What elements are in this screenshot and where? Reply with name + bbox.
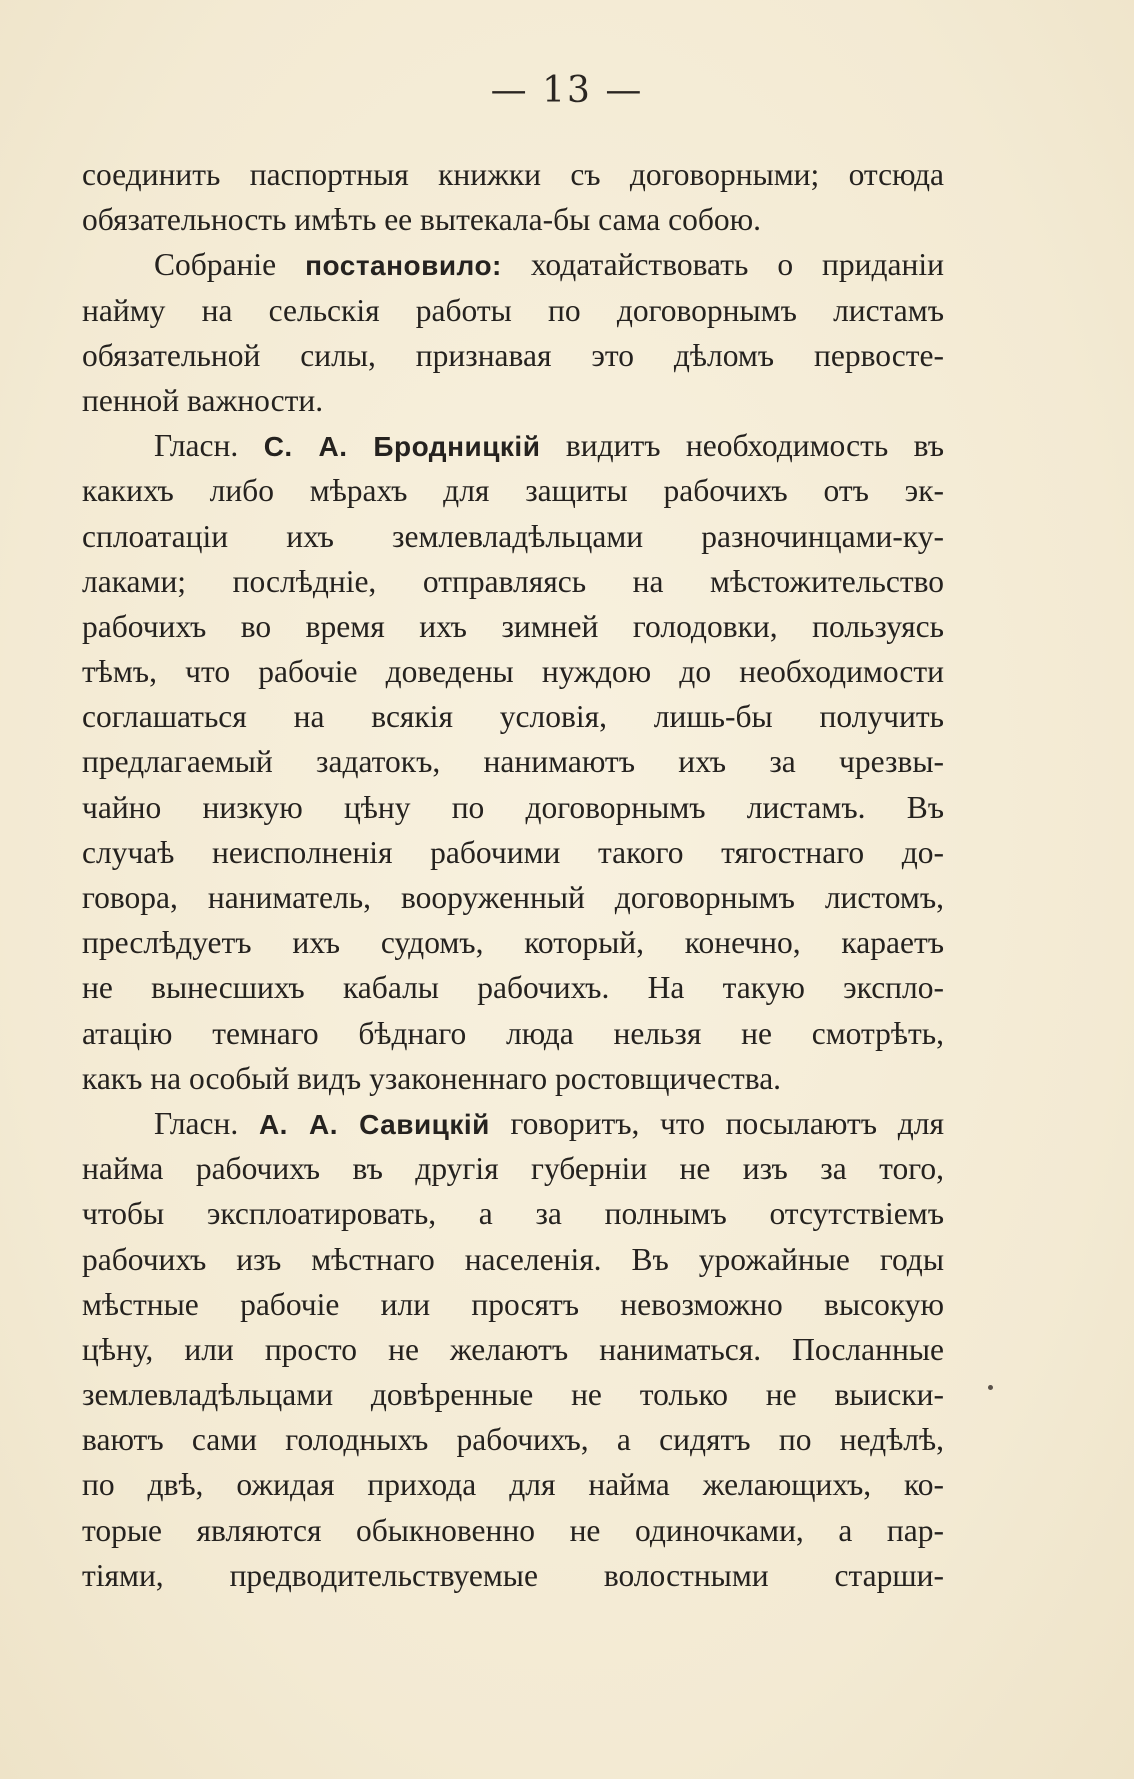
page-number: — 13 — (490, 70, 644, 111)
text-line: какихъ либо мѣрахъ для защиты рабочихъ отъ эк- (82, 473, 944, 509)
text-line: предлагаемый задатокъ, нанимаютъ ихъ за чрезвы- (82, 744, 944, 780)
text-line: чтобы эксплоатировать, а за полнымъ отсутствіемъ (82, 1196, 944, 1232)
text-line: мѣстные рабочіе или просятъ невозможно высокую (82, 1286, 944, 1322)
line-text: Собраніе (154, 247, 306, 283)
text-line: соединить паспортныя книжки съ договорными; отсюда (82, 157, 944, 192)
text-line: атацію темнаго бѣднаго люда нельзя не смотрѣть, (82, 1015, 944, 1051)
text-line: пенной важности. (82, 382, 324, 418)
paragraph-start-line (82, 1101, 944, 1146)
text-line: цѣну, или просто не желаютъ наниматься. Посланные (82, 1331, 944, 1367)
text-line: преслѣдуетъ ихъ судомъ, который, конечно, караетъ (82, 925, 944, 961)
text-line: торые являются обыкновенно не одиночками, а пар- (82, 1512, 944, 1548)
text-line: говора, наниматель, вооруженный договорнымъ листомъ, (82, 880, 944, 915)
text-line: обязательной силы, признавая это дѣломъ первосте- (82, 337, 944, 373)
text-line: тѣмъ, что рабочіе доведены нуждою до необходимости (82, 654, 944, 690)
text-line: не вынесшихъ кабалы рабочихъ. На такую экспло- (82, 970, 944, 1006)
text-line: тіями, предводительствуемые волостными старши- (82, 1557, 944, 1593)
paragraph-start-line (82, 423, 944, 468)
speaker-name: А. А. Савицкій (258, 1108, 490, 1140)
line-text: Гласн. (154, 428, 264, 464)
text-line: рабочихъ изъ мѣстнаго населенія. Въ урожайные годы (82, 1241, 944, 1277)
ink-speck (988, 1385, 993, 1390)
paragraph-start-line (82, 242, 944, 287)
text-line: лаками; послѣдніе, отправляясь на мѣстожительство (82, 563, 944, 599)
text-line: землевладѣльцами довѣренные не только не выиски- (82, 1377, 944, 1413)
emphasized-word: постановило: (305, 250, 502, 282)
text-line: найму на сельскія работы по договорнымъ листамъ (82, 292, 944, 328)
text-line: случаѣ неисполненія рабочими такого тягостнаго до- (82, 834, 944, 870)
text-line: найма рабочихъ въ другія губерніи не изъ за того, (82, 1151, 944, 1187)
text-line: рабочихъ во время ихъ зимней голодовки, пользуясь (82, 608, 944, 644)
text-line: ваютъ сами голодныхъ рабочихъ, а сидятъ по недѣлѣ, (82, 1422, 944, 1458)
text-line: чайно низкую цѣну по договорнымъ листамъ. Въ (82, 789, 944, 825)
line-text: Гласн. (154, 1105, 259, 1141)
text-line: какъ на особый видъ узаконеннаго ростовщичества. (82, 1060, 782, 1096)
line-text: видитъ необходимость въ (540, 428, 944, 464)
line-text: говоритъ, что посылаютъ для (489, 1105, 944, 1141)
text-line: сплоатаціи ихъ землевладѣльцами разночинцами-ку- (82, 518, 944, 554)
text-line: соглашаться на всякія условія, лишь-бы получить (82, 699, 944, 735)
text-line: обязательность имѣть ее вытекала-бы сама собою. (82, 202, 762, 238)
text-line: по двѣ, ожидая прихода для найма желающихъ, ко- (82, 1467, 944, 1503)
body-text (82, 152, 944, 1598)
speaker-name: С. А. Бродницкій (263, 431, 541, 463)
line-text: ходатайствовать о приданіи (501, 247, 944, 283)
